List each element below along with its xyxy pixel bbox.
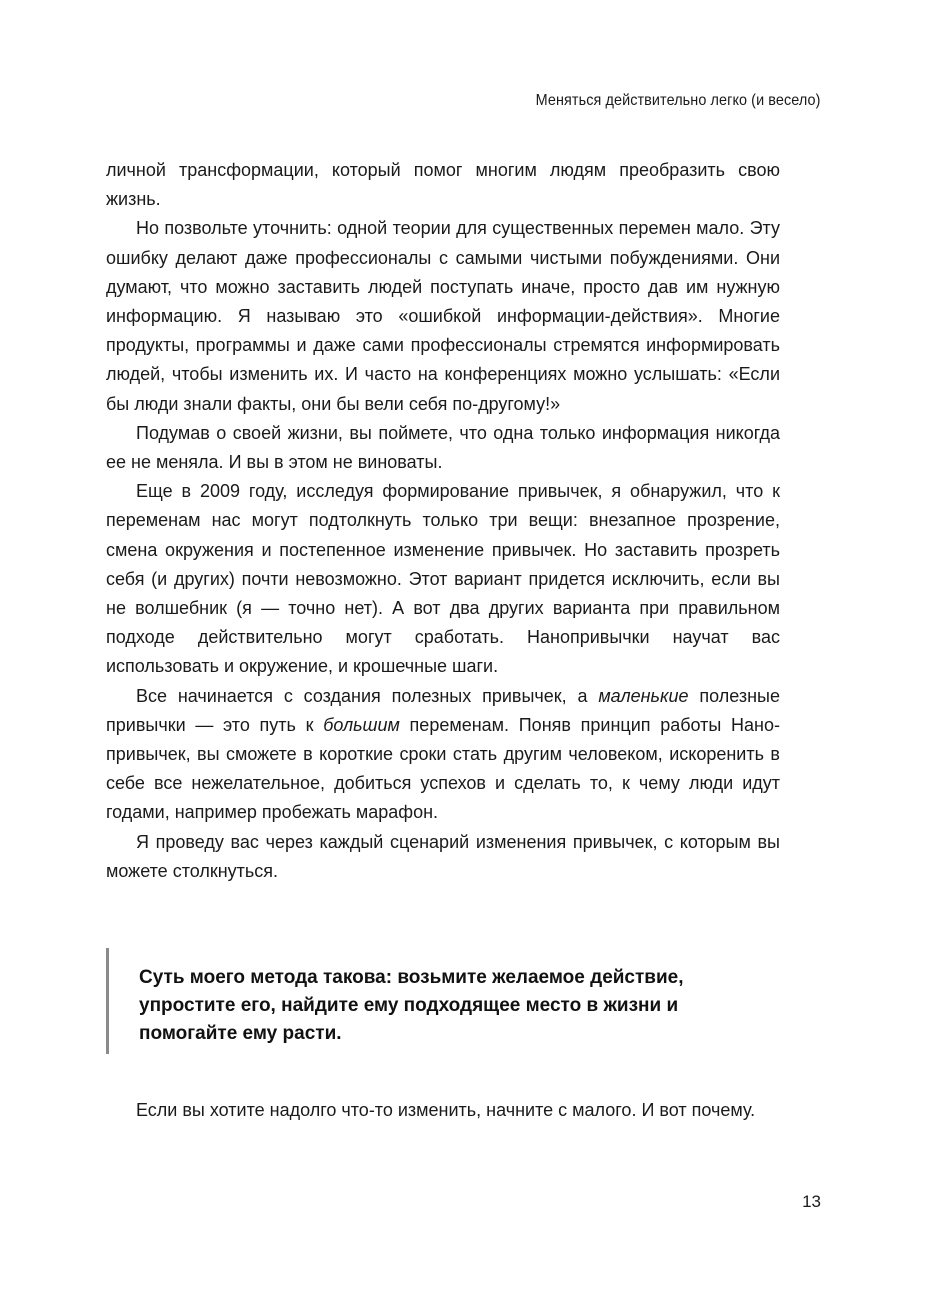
paragraph-information-never-changed: Подумав о своей жизни, вы поймете, что одна только информация никогда ее не меняла. И вы в этом не виноваты. bbox=[106, 422, 780, 473]
paragraph-three-ways-to-change: Еще в 2009 году, исследуя формирование привычек, я обнаружил, что к переменам нас могут подтолкнуть только три вещи: внезапное прозрение, смена окружения и постепенное изменение привычек. Но заставить прозреть себя (и других) почти невозможно. Этот вариант придется исключить, если вы не волшебник (я — точно нет). А вот два других варианта при правильном подходе действительно могут сработать. Нанопривычки научат вас использовать и окружение, и крошечные шаги. bbox=[106, 481, 780, 677]
callout-text: Суть моего метода такова: возьмите желаемое действие, упростите его, найдите ему подходящее место в жизни и помогайте ему расти. bbox=[139, 967, 684, 1044]
method-callout bbox=[106, 948, 783, 1054]
running-head: Меняться действительно легко (и весело) bbox=[536, 92, 821, 109]
closing-paragraph: Если вы хотите надолго что-то изменить, начните с малого. И вот почему. bbox=[136, 1100, 756, 1120]
paragraph-continued: личной трансформации, который помог многим людям преобразить свою жизнь. bbox=[106, 160, 780, 210]
paragraph-small-habits-part2: полезные привычки — это путь к bbox=[106, 685, 780, 735]
emphasis-big: большим bbox=[323, 714, 400, 735]
paragraph-small-habits-part3: переменам. Поняв принцип работы Нанопривычек, вы сможете в короткие сроки стать другим человеком, искоренить в себе все нежелательное, добиться успехов и сделать то, к чему люди идут годами, например пробежать марафон. bbox=[106, 714, 780, 823]
paragraph-small-habits-part1: Все начинается с создания полезных привычек, а bbox=[136, 685, 599, 706]
paragraph-small-habits bbox=[106, 682, 780, 828]
body-text bbox=[106, 156, 780, 886]
page-number: 13 bbox=[802, 1192, 821, 1211]
emphasis-small: маленькие bbox=[598, 685, 689, 706]
paragraph-information-action-error: Но позвольте уточнить: одной теории для существенных перемен мало. Эту ошибку делают даже профессионалы с самыми чистыми побуждениями. Они думают, что можно заставить людей поступать иначе, просто дав им нужную информацию. Я называю это «ошибкой информации-действия». Многие продукты, программы и даже сами профессионалы стремятся информировать людей, чтобы изменить их. И часто на конференциях можно услышать: «Если бы люди знали факты, они бы вели себя по-другому!» bbox=[106, 218, 780, 414]
paragraph-scenarios: Я проведу вас через каждый сценарий изменения привычек, с которым вы можете столкнуться. bbox=[106, 831, 780, 881]
